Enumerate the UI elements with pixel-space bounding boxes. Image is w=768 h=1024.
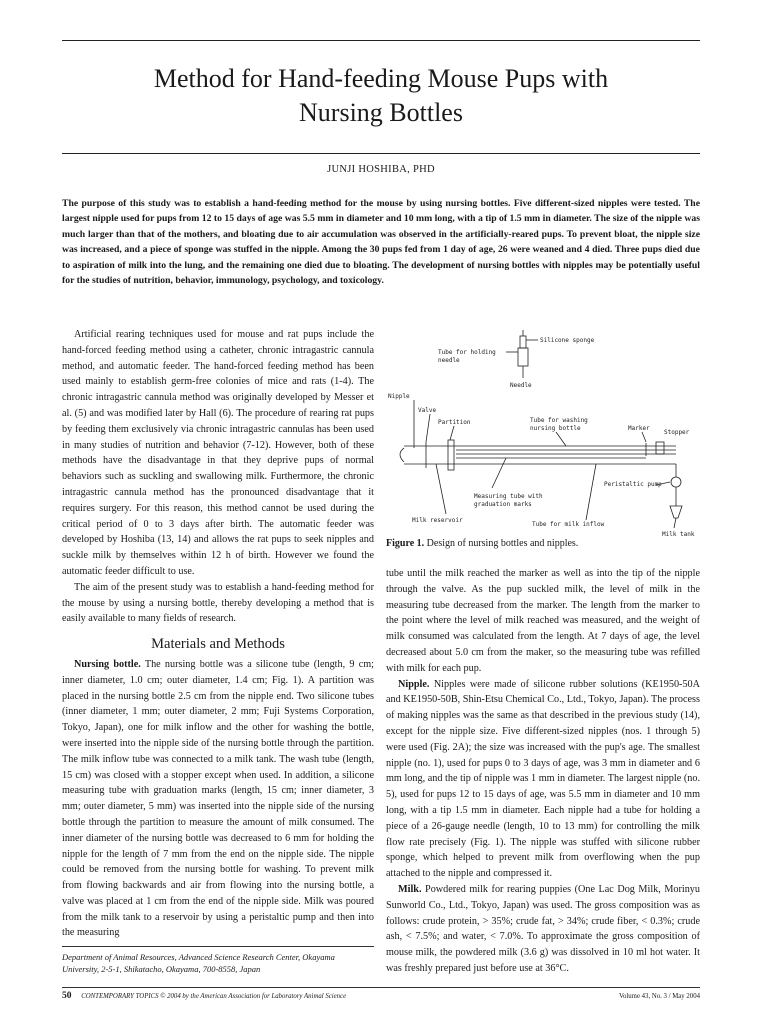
label-nipple: Nipple	[388, 393, 410, 400]
label-measuring-tube-2: graduation marks	[474, 501, 532, 508]
pump-shape	[671, 477, 681, 487]
milk-text: Powdered milk for rearing puppies (One Lac Dog Milk, Morinyu Sunworld Co., Ltd., Tokyo, Japan) was used. The gross composition was as follows: crude protein, > 35%; crude fat, > 34%; crude fiber, < 0.3%; crude ash, < 7.5%; and water, < 7.0%. To approximate the gross composition of mouse milk, the powdered milk (3.6 g) was dissolved in 10 ml hot water. It was freshly prepared just before use at 36°C.	[386, 883, 700, 974]
title-rule	[62, 153, 700, 154]
silicone-sponge-shape	[520, 336, 526, 348]
label-peristaltic-pump: Peristaltic pump	[604, 481, 662, 488]
partition-shape	[448, 440, 454, 470]
figure-1	[386, 328, 700, 543]
author-name: JUNJI HOSHIBA, PHD	[327, 164, 435, 175]
footer-rule	[62, 987, 700, 988]
label-valve: Valve	[418, 407, 437, 414]
nursing-bottle-runin: Nursing bottle.	[74, 658, 141, 670]
label-tube-washing-1: Tube for washing	[530, 417, 588, 424]
label-tube-holding-1: Tube for holding	[438, 349, 496, 356]
right-column	[386, 566, 700, 977]
caption-label: Figure 1.	[386, 538, 425, 549]
section-heading-methods: Materials and Methods	[151, 636, 285, 653]
label-silicone-sponge: Silicone sponge	[540, 337, 595, 344]
label-tube-washing-2: nursing bottle	[530, 425, 581, 432]
publication-line: CONTEMPORARY TOPICS © 2004 by the American Association for Laboratory Animal Science	[81, 993, 347, 1000]
caption-text: Design of nursing bottles and nipples.	[424, 538, 579, 549]
title-line-2: Nursing Bottles	[299, 98, 463, 127]
nipple-text: Nipples were made of silicone rubber solutions (KE1950-50A and KE1950-50B, Shin-Etsu Chemical Co., Ltd., Tokyo, Japan). The process of making nipples was the same as that described in the previous study (14), except for the nipple size. Five different-sized nipples (nos. 1 through 5) were used (Fig. 2A); the size was increased with the pup's age. The smallest nipple (no. 1), used for pups 0 to 3 days of age, was 3 mm in diameter and 6 mm long, and the tip of nipple was 1 mm in diameter. The largest nipple (no. 5), used for pups 12 to 15 days of age, was 5.5 mm in diameter and 10 mm long, with a tip 1.5 mm in diameter. Each nipple had a tube for holding a piece of a 26-gauge needle (length, 10 to 13 mm) for controlling the milk flow rate precisely (Fig. 1). The nipple was stuffed with silicone rubber sponge, which helped to prevent milk from overflowing when the pup attached to the nipple and compressed it.	[386, 678, 700, 880]
nursing-bottle-diagram	[386, 328, 700, 543]
nursing-bottle-text: The nursing bottle was a silicone tube (length, 9 cm; inner diameter, 1.0 cm; outer diameter, 1.4 cm; Fig. 1). A partition was placed in the nursing bottle 2.5 cm from the nipple end. Two silicone tubes (inner diameter, 1 mm; outer diameter, 2 mm; Fuji Systems Corporation, Tokyo, Japan), one for milk inflow and the other for washing the bottle, were inserted into the nipple side of the nursing bottle through the partition. The milk inflow tube was connected to a milk tank. The wash tube (length, 15 cm) was closed with a stopper except when used. In addition, a silicone measuring tube with graduation marks (length, 15 cm; inner diameter, 3 mm; outer diameter, 5 mm) was inserted into the nipple side of the nursing bottle through the partition to measure the amount of milk consumed. The inner diameter of the nursing bottle was decreased to 6 mm for holding the nipple for the length of 7 mm from the end on the nipple side. The nipple could be removed from the nursing bottle for washing. To prevent milk from flowing backwards and air from flowing into the nursing bottle, a valve was placed at 1 cm from the end of the nipple side. Milk was poured from the milk tank to a reservoir by using a peristaltic pump and then into the measuring	[62, 658, 374, 939]
milk-tank-shape	[670, 506, 682, 518]
label-tube-milk-inflow: Tube for milk inflow	[532, 521, 605, 528]
page-footer	[62, 991, 700, 1001]
title-line-1: Method for Hand-feeding Mouse Pups with	[153, 64, 609, 93]
volume-info: Volume 43, No. 3 / May 2004	[618, 993, 700, 1000]
label-needle: Needle	[510, 382, 532, 389]
right-paragraph-1: tube until the milk reached the marker as well as into the tip of the nipple through the valve. As the pup suckled milk, the level of milk in the measuring tube decreased from the marker. The length from the marker to the point where the level of milk reached was measured, and the weight of milk consumed was calculated from the length. At 7 days of age, the level decreased about 5.0 cm from the maker, so the measuring tube was refilled with milk for each pup.	[386, 568, 700, 674]
left-column	[62, 327, 374, 941]
label-milk-reservoir: Milk reservoir	[412, 517, 463, 524]
label-measuring-tube-1: Measuring tube with	[474, 493, 543, 500]
footnote-rule	[62, 946, 374, 947]
nipple-runin: Nipple.	[398, 678, 430, 690]
intro-paragraph-1: Artificial rearing techniques used for mouse and rat pups include the hand-forced feeding method using a catheter, chronic intragastric cannula method, and automatic feeder. The hand-forced feeding method has been used mainly to establish germ-free colonies of mice and rats (1-4). The chronic intragastric cannula method was originally developed by Messer et al. (5) and was modified later by Hall (6). The procedure of rearing rat pups by feeding them exclusively via chronic intragastric cannulas has been used in many studies of nutrition and behavior (7-12). However, both of these methods have the disadvantage in that they deprive pups of normal behaviors such as suckling and swallowing milk. Furthermore, the chronic intragastric cannula method has the pronounced disadvantage that it requires surgery. For this reason, this method cannot be used during the critical period of 0 to 3 days after birth. The automatic feeder was developed by Hoshiba (13, 14) and allows the rat pups to seek nipples and suckle milk by themselves within 12 h of birth. However we found the automatic feeder difficult to use.	[62, 329, 374, 577]
article-title	[62, 62, 700, 130]
stopper-shape	[656, 442, 664, 454]
page-number: 50	[62, 991, 72, 1001]
label-milk-tank: Milk tank	[662, 531, 695, 538]
label-partition: Partition	[438, 419, 471, 426]
nipple-shape	[400, 448, 404, 462]
label-stopper: Stopper	[664, 429, 690, 436]
affiliation-footnote: Department of Animal Resources, Advanced Science Research Center, Okayama University, 2-5-1, Shikatacho, Okayama, 700-8558, Japan	[62, 952, 335, 974]
milk-paragraph	[386, 882, 700, 977]
intro-paragraph-2: The aim of the present study was to establish a hand-feeding method for the mouse by using a nursing bottle, thereby developing a method that is easily available to many fields of research.	[62, 581, 374, 625]
nursing-bottle-paragraph	[62, 657, 374, 941]
label-tube-holding-2: needle	[438, 357, 460, 364]
abstract: The purpose of this study was to establish a hand-feeding method for the mouse by using nursing bottles. Five different-sized nipples were tested. The largest nipple used for pups from 12 to 15 days of age was 5.5 mm in diameter and 10 mm long, with a tip of 1.5 mm in diameter. The size of the nipple was much larger than that of the mothers, and bloating due to air accumulation was observed in the artificially-reared pups. To prevent bloat, the nipple size was increased, and a piece of sponge was stuffed in the nipple. Among the 30 pups fed from 1 day of age, 26 were weaned and 4 died. Three pups died due to aspiration of milk into the lung, and the remaining one died due to bloating. The development of nursing bottles with nipples may be potentially useful for the studies of nutrition, behavior, immunology, psychology, and toxicology.	[62, 198, 700, 287]
milk-runin: Milk.	[398, 883, 422, 895]
top-rule	[62, 40, 700, 41]
label-marker: Marker	[628, 425, 650, 432]
needle-holder-shape	[518, 348, 528, 366]
nipple-paragraph	[386, 677, 700, 882]
figure-caption	[386, 538, 578, 549]
